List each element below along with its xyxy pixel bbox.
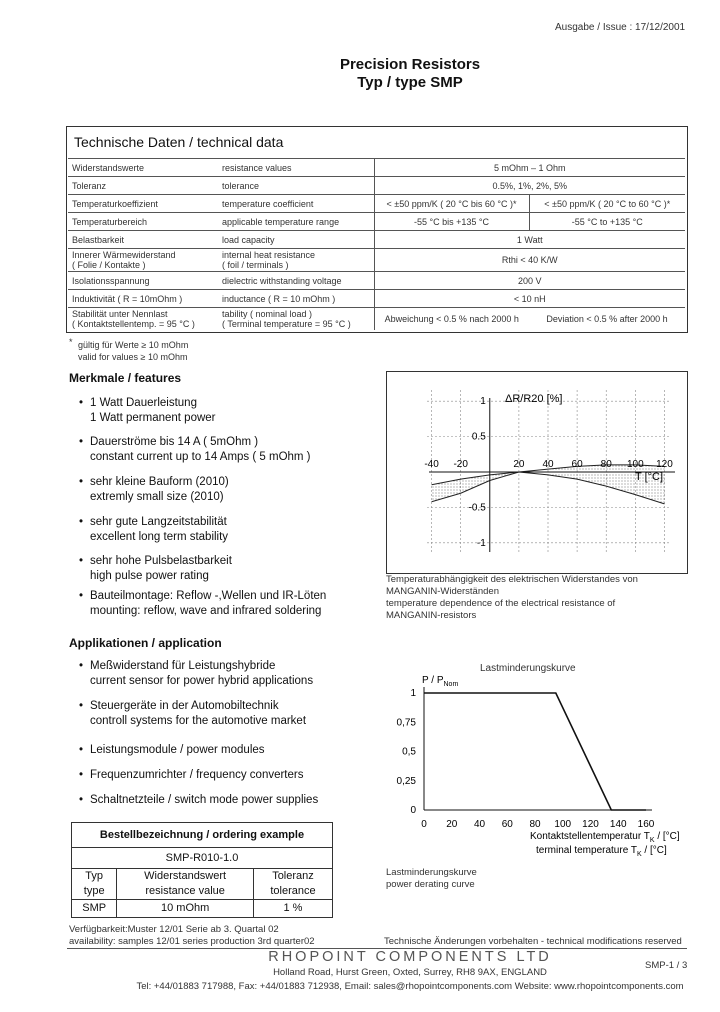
feature-item <box>79 396 216 426</box>
derating-x-tick-label: 0 <box>421 819 427 830</box>
footnote-en: valid for values ≥ 10 mOhm <box>78 352 188 362</box>
technical-data-table <box>68 158 685 330</box>
technical-data-heading: Technische Daten / technical data <box>74 134 284 150</box>
row-label-de: Toleranz <box>68 177 218 195</box>
derating-x-tick-label: 160 <box>637 819 655 830</box>
table-row <box>72 848 333 869</box>
row-label-de-2: ( Kontaktstellentemp. = 95 °C ) <box>72 319 195 329</box>
col-en: type <box>83 885 105 897</box>
table-row <box>68 159 685 177</box>
caption-line: MANGANIN-Widerständen <box>386 586 499 597</box>
derating-x-tick-label: 40 <box>473 819 486 830</box>
feature-item <box>79 589 327 619</box>
row-label-en-2: ( Terminal temperature = 95 °C ) <box>222 319 351 329</box>
feature-en: excellent long term stability <box>90 531 229 543</box>
derating-chart-title: Lastminderungskurve <box>480 663 576 674</box>
derating-series-line <box>424 693 646 810</box>
row-label-de-2: ( Folie / Kontakte ) <box>72 260 146 270</box>
row-value-en: Deviation < 0.5 % after 2000 h <box>529 308 685 331</box>
derating-x-tick-label: 80 <box>529 819 541 830</box>
page-number: SMP-1 / 3 <box>645 960 688 971</box>
ordering-heading: Bestellbezeichnung / ordering example <box>72 823 333 848</box>
col-en: resistance value <box>145 885 225 897</box>
tc-x-tick-label: -20 <box>453 459 468 470</box>
feature-item <box>79 475 229 505</box>
row-label-de <box>68 308 218 331</box>
footnote-star: * <box>69 337 73 347</box>
applications-heading: Applikationen / application <box>69 636 222 650</box>
table-row <box>68 290 685 308</box>
feature-de: Dauerströme bis 14 A ( 5mOhm ) <box>90 436 259 448</box>
col-en: tolerance <box>270 885 316 897</box>
tc-y-tick-label: -1 <box>476 537 486 549</box>
table-row <box>68 177 685 195</box>
title-line-2: Typ / type SMP <box>357 74 463 91</box>
company-contact: Tel: +44/01883 717988, Fax: +44/01883 712938, Email: sales@rhopointcomponents.com Website: www.rhopointcomponents.com <box>136 981 684 992</box>
application-en: controll systems for the automotive market <box>90 715 307 727</box>
application-item <box>79 743 265 758</box>
derating-x-tick-label: 20 <box>446 819 458 830</box>
row-label-en-2: ( foil / terminals ) <box>222 260 289 270</box>
ordering-val-tolerance: 1 % <box>253 900 332 918</box>
row-label-de: Belastbarkeit <box>68 231 218 249</box>
row-label-en: temperature coefficient <box>218 195 374 213</box>
tc-x-tick-label: 20 <box>513 459 525 470</box>
row-label-de-1: Innerer Wärmewiderstand <box>72 250 176 260</box>
row-label-de <box>68 249 218 272</box>
feature-en: high pulse power rating <box>90 570 209 582</box>
row-label-de: Temperaturkoeffizient <box>68 195 218 213</box>
tc-title-text: ΔR/R20 [%] <box>505 393 563 405</box>
bullet-icon: • <box>79 794 84 806</box>
feature-en: extremly small size (2010) <box>90 491 224 503</box>
table-row <box>68 231 685 249</box>
feature-de: sehr hohe Pulsbelastbarkeit <box>90 555 232 567</box>
application-text: Frequenzumrichter / frequency converters <box>90 769 304 781</box>
table-row <box>68 272 685 290</box>
derating-x-tick-label: 140 <box>609 819 627 830</box>
derating-chart <box>386 655 686 860</box>
derating-y-tick-label: 0 <box>410 805 416 816</box>
application-item <box>79 793 319 808</box>
application-de: Meßwiderstand für Leistungshybride <box>90 660 276 672</box>
tc-x-tick-label: 60 <box>571 459 583 470</box>
row-label-en <box>218 249 374 272</box>
title-line-1: Precision Resistors <box>339 56 481 73</box>
features-heading: Merkmale / features <box>69 371 182 385</box>
feature-en: 1 Watt permanent power <box>90 412 216 424</box>
derating-x-axis-label-en: terminal temperature $T_K / [^\circ C]$ <box>536 845 667 858</box>
bullet-icon: • <box>79 744 84 756</box>
caption-line: temperature dependence of the electrical resistance of <box>386 598 616 609</box>
ordering-val-type: SMP <box>72 900 117 918</box>
row-value: < 10 nH <box>374 290 685 308</box>
bullet-icon: • <box>79 397 84 409</box>
feature-en: mounting: reflow, wave and infrared soldering <box>90 605 322 617</box>
application-item <box>79 699 307 729</box>
row-label-en: load capacity <box>218 231 374 249</box>
bullet-icon: • <box>79 769 84 781</box>
application-text: Leistungsmodule / power modules <box>90 744 265 756</box>
derating-x-tick-label: 120 <box>582 819 599 830</box>
bullet-icon: • <box>79 476 84 488</box>
row-label-en: resistance values <box>218 159 374 177</box>
application-item <box>79 659 314 689</box>
row-value-de: Abweichung < 0.5 % nach 2000 h <box>374 308 529 331</box>
derating-plot-area <box>397 687 655 830</box>
row-label-en: applicable temperature range <box>218 213 374 231</box>
tc-x-tick-label: 100 <box>626 459 644 470</box>
derating-y-tick-label: 0,5 <box>402 746 416 758</box>
availability-en: availability: samples 12/01 series production 3rd quarter02 <box>69 936 315 947</box>
page-title <box>0 56 720 92</box>
application-en: current sensor for power hybrid applications <box>90 675 314 687</box>
derating-x-tick-label: 60 <box>501 819 513 830</box>
ordering-col-type <box>72 869 117 900</box>
ordering-example-table <box>71 822 333 918</box>
tc-chart-title <box>505 393 562 405</box>
row-value: 1 Watt <box>374 231 685 249</box>
row-label-de: Isolationsspannung <box>68 272 218 290</box>
bullet-icon: • <box>79 590 84 602</box>
row-label-de: Induktivität ( R = 10mOhm ) <box>68 290 218 308</box>
row-value-en: -55 °C to +135 °C <box>529 213 685 231</box>
row-value: 200 V <box>374 272 685 290</box>
caption-line: Temperaturabhängigkeit des elektrischen Widerstandes von <box>386 574 638 585</box>
ordering-val-resistance: 10 mOhm <box>117 900 254 918</box>
row-value-de: -55 °C bis +135 °C <box>374 213 529 231</box>
tc-x-tick-label: -40 <box>424 459 439 470</box>
row-label-en: inductance ( R = 10 mOhm ) <box>218 290 374 308</box>
tc-chart <box>387 372 685 571</box>
table-row <box>68 195 685 213</box>
tc-chart-caption <box>386 574 638 622</box>
changes-note: Technische Änderungen vorbehalten - technical modifications reserved <box>384 936 682 947</box>
bullet-icon: • <box>79 700 84 712</box>
row-value-en: < ±50 ppm/K ( 20 °C to 60 °C )* <box>529 195 685 213</box>
col-de: Widerstandswert <box>144 870 227 882</box>
derating-y-axis-label: P / $P_{Nom}$ <box>422 675 459 688</box>
feature-de: 1 Watt Dauerleistung <box>90 397 197 409</box>
tc-y-tick-label: 1 <box>480 396 486 408</box>
bullet-icon: • <box>79 555 84 567</box>
row-label-en <box>218 308 374 331</box>
ordering-col-tolerance <box>253 869 332 900</box>
feature-en: constant current up to 14 Amps ( 5 mOhm ) <box>90 451 311 463</box>
derating-y-tick-label: 0,75 <box>396 717 416 729</box>
ordering-code: SMP-R010-1.0 <box>72 848 333 869</box>
bullet-icon: • <box>79 660 84 672</box>
derating-x-tick-label: 100 <box>554 819 572 830</box>
tc-y-tick-label: -0.5 <box>468 502 486 514</box>
row-label-de: Widerstandswerte <box>68 159 218 177</box>
derating-y-tick-label: 0,25 <box>396 775 416 787</box>
table-row <box>68 213 685 231</box>
feature-item <box>79 554 232 584</box>
derating-x-axis-label: Kontaktstellentemperatur $T_K / [^\circ C]$ <box>530 831 680 844</box>
ordering-col-resistance <box>117 869 254 900</box>
availability-de: Verfügbarkeit:Muster 12/01 Serie ab 3. Quartal 02 <box>69 924 279 935</box>
table-row <box>72 823 333 848</box>
col-de: Toleranz <box>272 870 314 882</box>
table-row <box>72 900 333 918</box>
tc-x-tick-label: 80 <box>600 459 612 470</box>
table-row <box>68 249 685 272</box>
col-de: Typ <box>85 870 104 882</box>
derating-chart-caption <box>386 867 477 891</box>
company-address: Holland Road, Hurst Green, Oxted, Surrey, RH8 9AX, ENGLAND <box>273 967 547 978</box>
issue-date: Ausgabe / Issue : 17/12/2001 <box>555 22 686 33</box>
application-item <box>79 768 304 783</box>
application-de: Steuergeräte in der Automobiltechnik <box>90 700 279 712</box>
caption-line: Lastminderungskurve <box>386 867 477 878</box>
bullet-icon: • <box>79 436 84 448</box>
application-text: Schaltnetzteile / switch mode power supplies <box>90 794 319 806</box>
feature-item <box>79 515 229 545</box>
feature-item <box>79 435 311 465</box>
row-label-en-1: tability ( nominal load ) <box>222 309 313 319</box>
feature-de: Bauteilmontage: Reflow -,Wellen und IR-Löten <box>90 590 327 602</box>
tc-x-axis-label: T [°C] <box>635 471 664 483</box>
row-value: 0.5%, 1%, 2%, 5% <box>374 177 685 195</box>
tc-x-tick-label: 40 <box>542 459 554 470</box>
row-value: Rthi < 40 K/W <box>374 249 685 272</box>
feature-de: sehr gute Langzeitstabilität <box>90 516 227 528</box>
tc-y-tick-label: 0.5 <box>471 431 486 443</box>
caption-line: MANGANIN-resistors <box>386 610 477 621</box>
row-label-en: dielectric withstanding voltage <box>218 272 374 290</box>
caption-line: power derating curve <box>386 879 475 890</box>
row-value-de: < ±50 ppm/K ( 20 °C bis 60 °C )* <box>374 195 529 213</box>
footnote-de: gültig für Werte ≥ 10 mOhm <box>78 340 189 350</box>
table-row <box>72 869 333 900</box>
row-label-de: Temperaturbereich <box>68 213 218 231</box>
row-value: 5 mOhm – 1 Ohm <box>374 159 685 177</box>
table-row <box>68 308 685 331</box>
row-label-de-1: Stabilität unter Nennlast <box>72 309 168 319</box>
company-name: RHOPOINT COMPONENTS LTD <box>268 949 552 965</box>
row-label-en-1: internal heat resistance <box>222 250 316 260</box>
feature-de: sehr kleine Bauform (2010) <box>90 476 229 488</box>
derating-y-tick-label: 1 <box>410 688 416 699</box>
tc-x-tick-label: 120 <box>656 459 673 470</box>
row-label-en: tolerance <box>218 177 374 195</box>
bullet-icon: • <box>79 516 84 528</box>
